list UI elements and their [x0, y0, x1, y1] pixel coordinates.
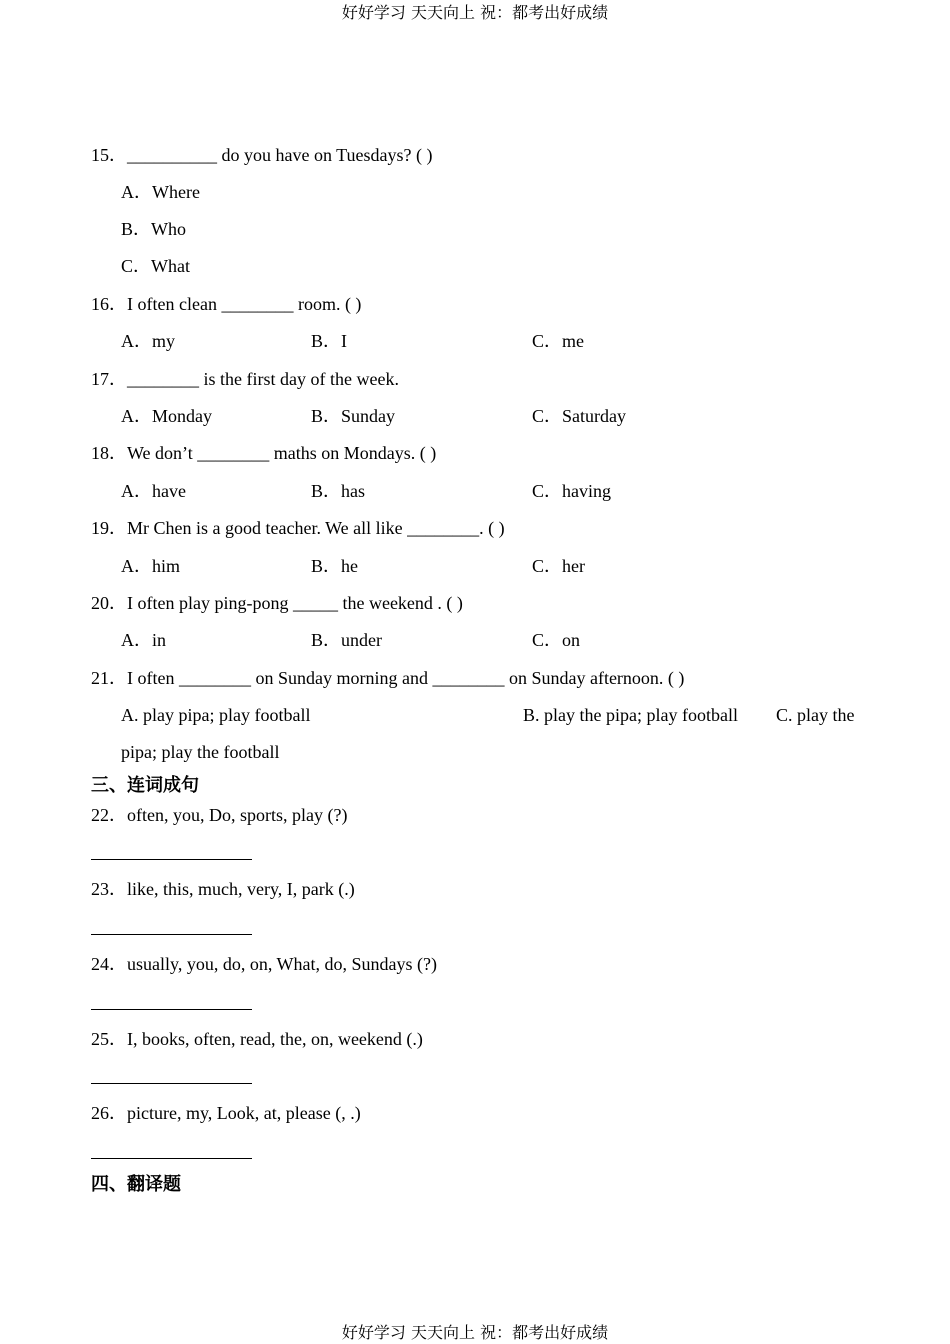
question-20-option-c: C．on — [532, 630, 581, 650]
page-header: 好好学习 天天向上 祝：都考出好成绩 — [341, 3, 609, 22]
question-17-option-c: C．Saturday — [532, 406, 626, 426]
section-3-title: 三、连词成句 — [91, 775, 199, 796]
question-18-stem: 18．We don’t ________ maths on Mondays. ( ) — [91, 443, 437, 463]
answer-line-24[interactable] — [91, 1009, 252, 1010]
answer-line-23[interactable] — [91, 934, 252, 935]
question-23: 23．like, this, much, very, I, park (.) — [91, 879, 355, 899]
question-16-option-b: B．I — [311, 331, 347, 351]
question-15-stem: 15．__________ do you have on Tuesdays? ( ) — [91, 145, 433, 165]
question-24: 24．usually, you, do, on, What, do, Sundays (?) — [91, 954, 437, 974]
question-15-option-a: A．Where — [121, 182, 200, 202]
question-17-option-b: B．Sunday — [311, 406, 396, 426]
question-18-option-c: C．having — [532, 481, 611, 501]
question-21-option-a: A. play pipa; play football — [121, 705, 311, 725]
question-19-option-a: A．him — [121, 556, 181, 576]
answer-line-22[interactable] — [91, 859, 252, 860]
question-22: 22．often, you, Do, sports, play (?) — [91, 805, 348, 825]
question-26: 26．picture, my, Look, at, please (, .) — [91, 1103, 361, 1123]
question-19-option-b: B．he — [311, 556, 358, 576]
question-21-option-c: C. play the — [776, 705, 855, 725]
answer-line-25[interactable] — [91, 1083, 252, 1084]
question-21-stem: 21．I often ________ on Sunday morning and ________ on Sunday afternoon. ( ) — [91, 668, 685, 688]
question-20-option-b: B．under — [311, 630, 382, 650]
question-20-option-a: A．in — [121, 630, 166, 650]
question-17-option-a: A．Monday — [121, 406, 212, 426]
answer-line-26[interactable] — [91, 1158, 252, 1159]
question-19-stem: 19．Mr Chen is a good teacher. We all like ________. ( ) — [91, 518, 505, 538]
question-16-stem: 16．I often clean ________ room. ( ) — [91, 294, 362, 314]
question-16-option-a: A．my — [121, 331, 175, 351]
question-21-option-c-continued: pipa; play the football — [121, 742, 280, 762]
question-15-option-b: B．Who — [121, 219, 186, 239]
question-18-option-b: B．has — [311, 481, 365, 501]
question-17-stem: 17．________ is the first day of the week. — [91, 369, 399, 389]
question-20-stem: 20．I often play ping-pong _____ the weekend . ( ) — [91, 593, 463, 613]
question-21-option-b: B. play the pipa; play football — [523, 705, 738, 725]
section-4-title: 四、翻译题 — [91, 1174, 181, 1195]
question-25: 25．I, books, often, read, the, on, weekend (.) — [91, 1029, 423, 1049]
page-footer: 好好学习 天天向上 祝：都考出好成绩 — [341, 1323, 609, 1342]
question-15-option-c: C．What — [121, 256, 190, 276]
question-16-option-c: C．me — [532, 331, 584, 351]
question-19-option-c: C．her — [532, 556, 585, 576]
question-18-option-a: A．have — [121, 481, 186, 501]
